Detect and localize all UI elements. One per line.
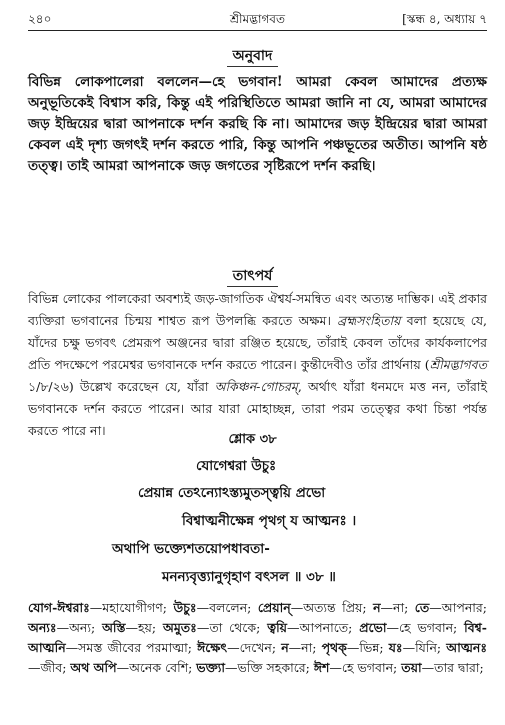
- synonyms-text: যোগ-ঈশ্বরাঃ—মহাযোগীগণ; উচুঃ—বললেন; প্রেয়ান্‌—অত্যন্ত প্রিয়; ন—না; তে—আপনার; অন্যঃ—অন্য; অস্তি—হয়; অমুতঃ—তা থেকে; ত্বয়ি—আপনাতে; প্রভো—হে ভগবান; বিশ্ব-আত্মনি—সমস্ত জীবের পরমাত্মা; ঈক্ষেৎ—দেখেন; ন—না; পৃথক্‌—ভিন্ন; যঃ—যিনি; আত্মনঃ—জীব; অথ অপি—অনেক বেশি; ভক্ত্যা—ভক্তি সহকারে; ঈশ—হে ভগবান; তয়া—তার দ্বারা;: [28, 600, 487, 675]
- page-number: ২৪০: [28, 12, 52, 26]
- book-title: শ্রীমদ্ভাগবত: [229, 12, 285, 26]
- purport-italic-brahma-samhita: ব্রহ্মসংহিতায়: [337, 313, 401, 328]
- page-header: [28, 8, 487, 30]
- translation-text: বিভিন্ন লোকপালেরা বললেন—হে ভগবান! আমরা কেবল আমাদের প্রত্যক্ষ অনুভূতিকেই বিশ্বাস করি, কিন্তু এই পরিস্থিতিতে আমরা জানি না যে, আমরা আমাদের জড় ইন্দ্রিয়ের দ্বারা আপনাকে দর্শন করছি কি না। আমাদের জড় ইন্দ্রিয়ের দ্বারা আমরা কেবল এই দৃশ্য জগৎই দর্শন করতে পারি, কিন্তু আপনি পঞ্চভূতের অতীত। আপনি ষষ্ঠ তত্ত্ব। তাই আমরা আপনাকে জড় জগতের সৃষ্টিরূপে দর্শন করছি।: [28, 74, 487, 174]
- purport-italic-akincana: অকিঞ্চন-গোচরম্‌: [214, 379, 298, 394]
- header-rule: [28, 30, 487, 31]
- verse-line: মনন্যবৃত্ত্যানুগৃহাণ বৎসল ॥ ৩৮ ॥: [162, 569, 336, 585]
- translation-heading: অনুবাদ: [0, 44, 505, 68]
- verse-line: প্রেয়ান্ন তেঽন্যোঽস্ত্যমুতস্ত্বয়ি প্রভো: [138, 485, 326, 501]
- verse-line: অথাপি ভক্ত্যেশতয়োপধাবতা-: [112, 541, 270, 557]
- verse-line: যোগেশ্বরা উচুঃ: [196, 458, 277, 474]
- purport-italic-bhagavatam: শ্রীমদ্ভাগবত: [429, 357, 487, 372]
- purport-text: বিভিন্ন লোকের পালকেরা অবশ্যই জড়-জাগতিক ঐশ্বর্য-সমন্বিত এবং অত্যন্ত দাম্ভিক। এই প্রকার ব্যক্তিরা ভগবানের চিন্ময় শাশ্বত রূপ উপলব্ধি করতে অক্ষম। ব্রহ্মসংহিতায় বলা হয়েছে যে, যাঁদের চক্ষু ভগবৎ প্রেমরূপ অঞ্জনের দ্বারা রঞ্জিত হয়েছে, তাঁরাই কেবল তাঁদের কার্যকলাপের প্রতি পদক্ষেপে পরমেশ্বর ভগবানকে দর্শন করতে পারেন। কুন্তীদেবীও তাঁর প্রার্থনায় (শ্রীমদ্ভাগবত ১/৮/২৬) উল্লেখ করেছেন যে, যাঁরা অকিঞ্চন-গোচরম্‌, অর্থাৎ যাঁরা ধনমদে মত্ত নন, তাঁরাই ভগবানকে দর্শন করতে পারেন। আর যারা মোহাচ্ছন্ন, তারা পরম তত্ত্বের কথা চিন্তা পর্যন্ত করতে পারে না।: [28, 291, 487, 438]
- verse-line: বিশ্বাত্মনীক্ষেন্ন পৃথগ্ য আত্মনঃ ।: [182, 513, 357, 529]
- purport-heading: তাৎপর্য: [0, 264, 505, 288]
- canto-chapter: [স্কন্ধ ৪, অধ্যায় ৭: [402, 12, 487, 26]
- verse-number: শ্লোক ৩৮: [228, 432, 277, 447]
